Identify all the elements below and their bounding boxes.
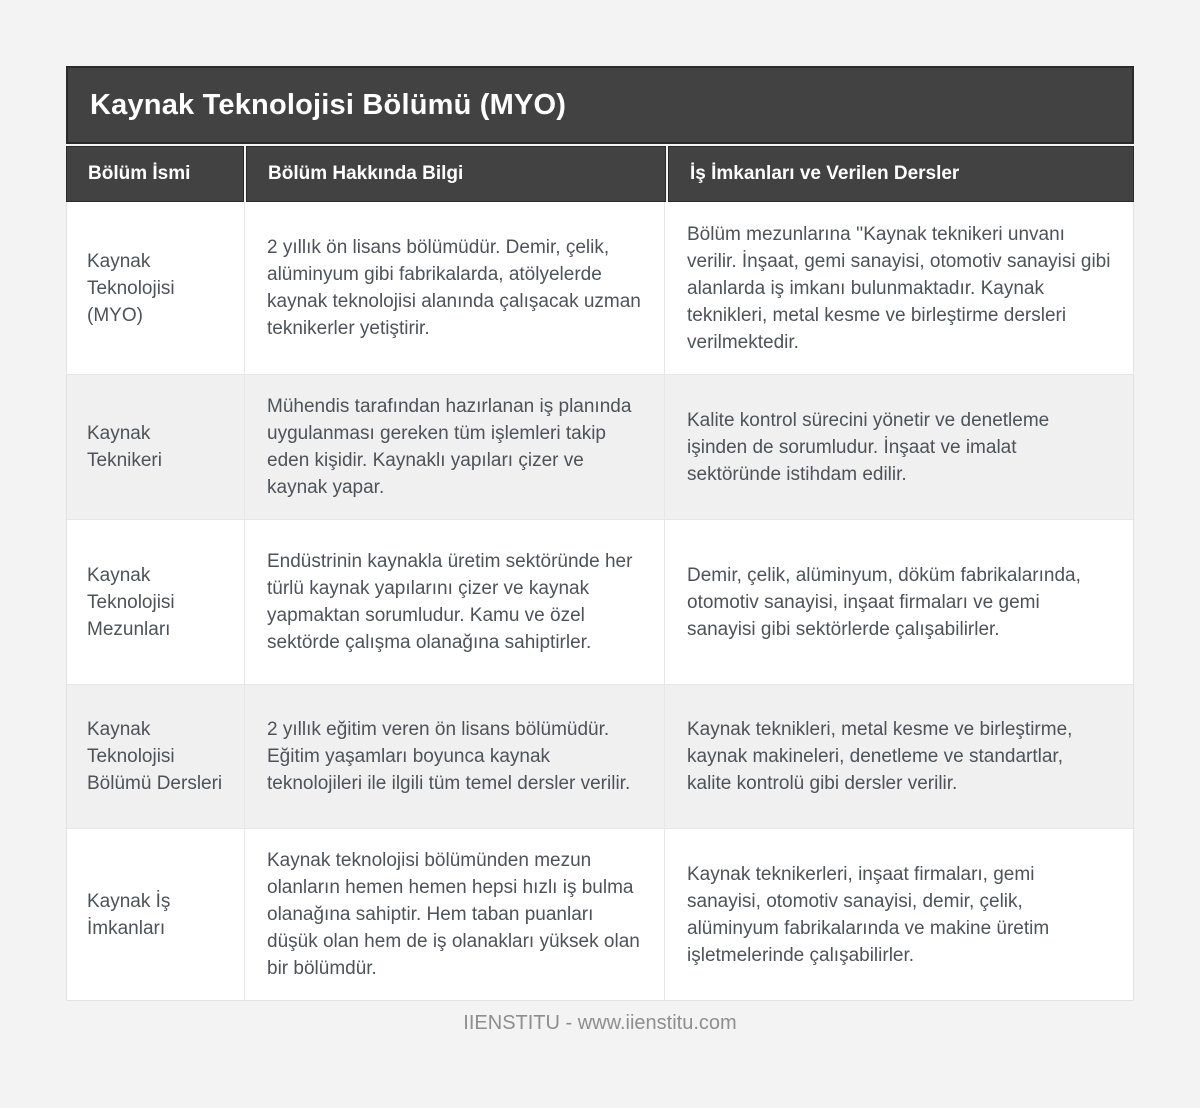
cell-department-info: Kaynak teknolojisi bölümünden mezun olanların hemen hemen hepsi hızlı iş bulma olanağına sahiptir. Hem taban puanları düşük olan hem de iş olanakları yüksek olan bir bölümdür. (245, 829, 665, 1000)
column-header-is-imkanlari: İş İmkanları ve Verilen Dersler (668, 146, 1134, 202)
cell-department-name: Kaynak Teknikeri (67, 375, 245, 519)
cell-department-jobs: Kalite kontrol sürecini yönetir ve denetleme işinden de sorumludur. İnşaat ve imalat sektöründe istihdam edilir. (687, 409, 1050, 485)
cell-department-info: 2 yıllık ön lisans bölümüdür. Demir, çelik, alüminyum gibi fabrikalarda, atölyelerde kaynak teknolojisi alanında çalışacak uzman teknikerler yetiştirir. (245, 202, 665, 374)
cell-department-jobs: Demir, çelik, alüminyum, döküm fabrikalarında, otomotiv sanayisi, inşaat firmaları ve gemi sanayisi gibi sektörlerde çalışabilirler. (687, 564, 1081, 640)
table-row (67, 202, 1133, 375)
table-row (67, 685, 1133, 829)
cell-department-info: Mühendis tarafından hazırlanan iş planında uygulanması gereken tüm işlemleri takip eden kişidir. Kaynaklı yapıları çizer ve kaynak yapar. (245, 375, 665, 519)
column-header-bolum-ismi: Bölüm İsmi (66, 146, 244, 202)
table-row (67, 520, 1133, 685)
cell-department-name: Kaynak Teknolojisi (MYO) (67, 202, 245, 374)
footer-credit: IIENSTITU - www.iienstitu.com (463, 1012, 737, 1034)
table-body (66, 202, 1134, 1001)
table-title-bar (66, 66, 1134, 144)
cell-department-info: Endüstrinin kaynakla üretim sektöründe her türlü kaynak yapılarını çizer ve kaynak yapmaktan sorumludur. Kamu ve özel sektörde çalışma olanağına sahiptirler. (245, 520, 665, 684)
column-header-bolum-hakkinda-bilgi: Bölüm Hakkında Bilgi (246, 146, 666, 202)
cell-department-jobs: Kaynak teknikleri, metal kesme ve birleştirme, kaynak makineleri, denetleme ve standartlar, kalite kontrolü gibi dersler verilir. (687, 719, 1073, 794)
department-info-card (66, 66, 1134, 1001)
cell-department-name: Kaynak İş İmkanları (67, 829, 245, 1000)
table-row (67, 829, 1133, 1000)
cell-department-name: Kaynak Teknolojisi Mezunları (67, 520, 245, 684)
page-title: Kaynak Teknolojisi Bölümü (MYO) (90, 88, 567, 121)
table-column-headers (66, 146, 1134, 202)
cell-department-name: Kaynak Teknolojisi Bölümü Dersleri (67, 685, 245, 828)
cell-department-jobs: Bölüm mezunlarına ''Kaynak teknikeri unvanı verilir. İnşaat, gemi sanayisi, otomotiv sanayisi gibi alanlarda iş imkanı bulunmaktadır. Kaynak teknikleri, metal kesme ve birleştirme dersleri verilmektedir. (687, 223, 1111, 353)
cell-department-jobs: Kaynak teknikerleri, inşaat firmaları, gemi sanayisi, otomotiv sanayisi, demir, çelik, alüminyum fabrikalarında ve makine üretim işletmelerinde çalışabilirler. (687, 863, 1050, 966)
cell-department-info: 2 yıllık eğitim veren ön lisans bölümüdür. Eğitim yaşamları boyunca kaynak teknolojileri ile ilgili tüm temel dersler verilir. (245, 685, 665, 828)
table-row (67, 375, 1133, 520)
